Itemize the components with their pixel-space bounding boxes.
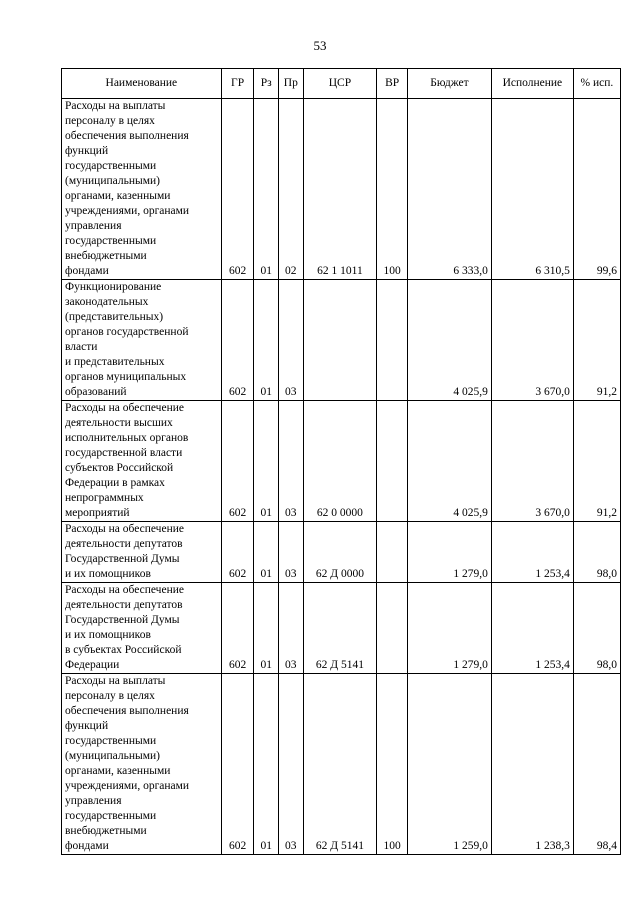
cell-name-line: государственными [65,160,157,172]
table-row [62,99,621,280]
cell-name-line: Расходы на обеспечение [65,523,184,535]
cell-name-line: Федерации [65,659,120,671]
table-header-row [62,69,621,99]
cell-name-line: учреждениями, органами [65,780,190,792]
cell-name-line: персоналу в целях [65,690,155,702]
cell-budget: 4 025,9 [407,401,491,522]
cell-execution: 3 670,0 [491,401,573,522]
cell-name-line: органами, казенными [65,190,171,202]
cell-csr: 62 0 0000 [303,401,377,522]
header-vr: ВР [377,69,408,99]
cell-pct: 98,4 [573,674,620,855]
cell-name [62,280,222,401]
cell-name-line: управления [65,795,122,807]
cell-name-line: фондами [65,265,109,277]
cell-rz: 01 [254,583,279,674]
cell-name-line: Функционирование [65,281,162,293]
header-csr: ЦСР [303,69,377,99]
cell-name-line: деятельности депутатов [65,538,183,550]
cell-pct: 91,2 [573,280,620,401]
cell-rz: 01 [254,401,279,522]
cell-name-line: мероприятий [65,507,130,519]
table-row [62,583,621,674]
cell-pr: 03 [279,583,304,674]
cell-name-line: Расходы на обеспечение [65,584,184,596]
cell-pr: 03 [279,401,304,522]
cell-name-line: внебюджетными [65,250,147,262]
cell-name-line: деятельности депутатов [65,599,183,611]
cell-vr [377,280,408,401]
cell-rz: 01 [254,522,279,583]
cell-name [62,522,222,583]
cell-name-line: государственными [65,810,157,822]
cell-name-line: персоналу в целях [65,115,155,127]
cell-name-line: функций [65,145,109,157]
cell-name-line: Расходы на выплаты [65,100,166,112]
cell-vr: 100 [377,99,408,280]
cell-name-line: Государственной Думы [65,614,180,626]
cell-name-line: учреждениями, органами [65,205,190,217]
cell-gr: 602 [221,674,254,855]
cell-name-line: исполнительных органов [65,432,189,444]
cell-gr: 602 [221,583,254,674]
cell-pr: 03 [279,522,304,583]
cell-name [62,401,222,522]
page-number: 53 [313,38,327,53]
cell-name-line: органов муниципальных [65,371,187,383]
cell-name-line: Расходы на обеспечение [65,402,184,414]
cell-name-line: внебюджетными [65,825,147,837]
header-budget: Бюджет [407,69,491,99]
cell-name-line: органов государственной [65,326,189,338]
cell-name-line: власти [65,341,98,353]
cell-gr: 602 [221,522,254,583]
cell-budget: 4 025,9 [407,280,491,401]
cell-pct: 98,0 [573,522,620,583]
cell-budget: 1 279,0 [407,583,491,674]
cell-gr: 602 [221,401,254,522]
cell-execution: 6 310,5 [491,99,573,280]
cell-name-line: законодательных [65,296,149,308]
cell-name-line: государственными [65,735,157,747]
cell-budget: 1 259,0 [407,674,491,855]
cell-name [62,583,222,674]
cell-name-line: Федерации в рамках [65,477,165,489]
cell-budget: 1 279,0 [407,522,491,583]
header-pr: Пр [279,69,304,99]
budget-table [61,68,621,855]
cell-pct: 98,0 [573,583,620,674]
cell-name-line: в субъектах Российской [65,644,182,656]
header-execution: Исполнение [491,69,573,99]
table-row [62,280,621,401]
cell-rz: 01 [254,674,279,855]
cell-name-line: (муниципальными) [65,750,160,762]
cell-vr [377,583,408,674]
table-row [62,674,621,855]
cell-name-line: непрограммных [65,492,144,504]
cell-pr: 02 [279,99,304,280]
cell-name-line: государственными [65,235,157,247]
cell-execution: 1 238,3 [491,674,573,855]
cell-rz: 01 [254,99,279,280]
cell-gr: 602 [221,280,254,401]
cell-name-line: (муниципальными) [65,175,160,187]
cell-name-line: образований [65,386,127,398]
cell-pct: 99,6 [573,99,620,280]
cell-name-line: Расходы на выплаты [65,675,166,687]
table-row [62,522,621,583]
cell-csr: 62 1 1011 [303,99,377,280]
header-gr: ГР [221,69,254,99]
cell-execution: 3 670,0 [491,280,573,401]
cell-pr: 03 [279,280,304,401]
cell-vr [377,401,408,522]
cell-name-line: обеспечения выполнения [65,705,189,717]
header-pct: % исп. [573,69,620,99]
cell-name-line: деятельности высших [65,417,173,429]
table-body [62,99,621,855]
cell-execution: 1 253,4 [491,583,573,674]
cell-name-line: функций [65,720,109,732]
cell-name-line: (представительных) [65,311,164,323]
cell-name-line: Государственной Думы [65,553,180,565]
cell-name-line: государственной власти [65,447,183,459]
cell-name [62,674,222,855]
cell-gr: 602 [221,99,254,280]
table-row [62,401,621,522]
cell-csr: 62 Д 5141 [303,583,377,674]
header-name: Наименование [62,69,222,99]
cell-csr: 62 Д 5141 [303,674,377,855]
cell-pct: 91,2 [573,401,620,522]
cell-name [62,99,222,280]
cell-name-line: обеспечения выполнения [65,130,189,142]
cell-vr [377,522,408,583]
cell-execution: 1 253,4 [491,522,573,583]
cell-name-line: и их помощников [65,568,151,580]
header-rz: Рз [254,69,279,99]
cell-pr: 03 [279,674,304,855]
cell-name-line: органами, казенными [65,765,171,777]
cell-vr: 100 [377,674,408,855]
cell-rz: 01 [254,280,279,401]
cell-name-line: управления [65,220,122,232]
cell-name-line: субъектов Российской [65,462,174,474]
cell-csr: 62 Д 0000 [303,522,377,583]
cell-name-line: фондами [65,840,109,852]
cell-csr [303,280,377,401]
cell-budget: 6 333,0 [407,99,491,280]
cell-name-line: и их помощников [65,629,151,641]
cell-name-line: и представительных [65,356,165,368]
